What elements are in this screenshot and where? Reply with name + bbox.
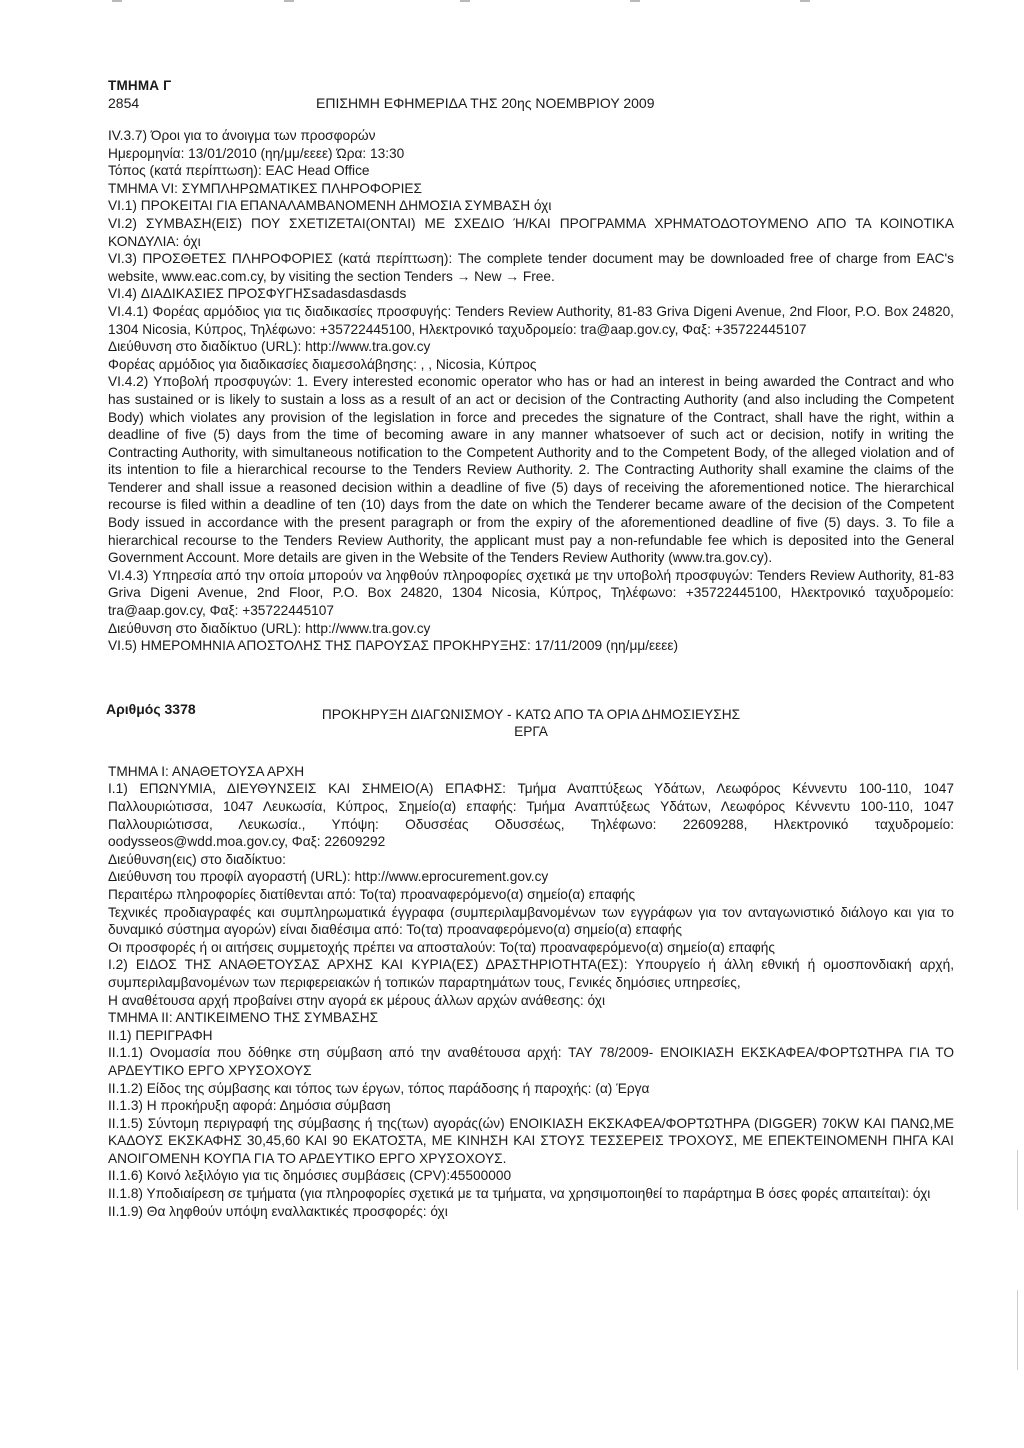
page-header	[108, 95, 954, 113]
section-heading: ΤΜΗΜΑ Ι: ΑΝΑΘΕΤΟΥΣΑ ΑΡΧΗ	[108, 763, 305, 779]
text-line: Οι προσφορές ή οι αιτήσεις συμμετοχής πρέπει να αποσταλούν: Το(τα) προαναφερόμενο(α) σημείο(α) επαφής	[108, 939, 775, 955]
text-line: VI.4) ΔΙΑΔΙΚΑΣΙΕΣ ΠΡΟΣΦΥΓΗΣsadasdasdasds	[108, 286, 407, 302]
paragraph: VI.2) ΣΥΜΒΑΣΗ(ΕΙΣ) ΠΟΥ ΣΧΕΤΙΖΕΤΑΙ(ΟΝΤΑΙ) ΜΕ ΣΧΕΔΙΟ Ή/ΚΑΙ ΠΡΟΓΡΑΜΜΑ ΧΡΗΜΑΤΟΔΟΤΟΥΜΕΝΟ ΑΠΟ ΤΑ ΚΟΙΝΟΤΙΚΑ ΚΟΝΔΥΛΙΑ: όχι	[108, 215, 954, 249]
paragraph: Ι.1) ΕΠΩΝΥΜΙΑ, ΔΙΕΥΘΥΝΣΕΙΣ ΚΑΙ ΣΗΜΕΙΟ(Α) ΕΠΑΦΗΣ: Τμήμα Αναπτύξεως Υδάτων, Λεωφόρος Κέννεντυ 100-110, 1047 Παλλουριώτισσα, 1047 Λευκωσία, Κύπρος, Σημείο(α) επαφής: Τμήμα Αναπτύξεως Υδάτων, Λεωφόρος Κέννεντυ 100-110, 1047 Παλλουριώτισσα, Λευκωσία., Υπόψη: Οδυσσέας Οδυσσέως, Τηλέφωνο: 22609288, Ηλεκτρονικό ταχυδρομείο: oodysseos@wdd.moa.gov.cy, Φαξ: 22609292	[108, 781, 954, 850]
paragraph: ΙΙ.1.1) Ονομασία που δόθηκε στη σύμβαση από την αναθέτουσα αρχή: ΤΑΥ 78/2009- ΕΝΟΙΚΙΑΣΗ ΕΚΣΚΑΦΕΑ/ΦΟΡΤΩΤΗΡΑ ΓΙΑ ΤΟ ΑΡΔΕΥΤΙΚΟ ΕΡΓΟ ΧΡΥΣΟΧΟΥΣ	[108, 1045, 954, 1078]
text-line: ΙΙ.1.6) Κοινό λεξιλόγιο για τις δημόσιες συμβάσεις (CPV):45500000	[108, 1168, 512, 1184]
text-line: Διεύθυνση στο διαδίκτυο (URL): http://www.tra.gov.cy	[108, 339, 431, 355]
document-page	[108, 78, 954, 1220]
section-label: ΤΜΗΜΑ Γ	[108, 78, 172, 93]
text-line: ΙΙ.1.3) Η προκήρυξη αφορά: Δημόσια σύμβαση	[108, 1098, 391, 1114]
text-line: VI.1) ΠΡΟΚΕΙΤΑΙ ΓΙΑ ΕΠΑΝΑΛΑΜΒΑΝΟΜΕΝΗ ΔΗΜΟΣΙΑ ΣΥΜΒΑΣΗ όχι	[108, 198, 552, 214]
text-line: IV.3.7) Όροι για το άνοιγμα των προσφορών	[108, 128, 376, 143]
paragraph: VI.3) ΠΡΟΣΘΕΤΕΣ ΠΛΗΡΟΦΟΡΙΕΣ (κατά περίπτωση): The complete tender document may be downloaded free of charge from EAC's website, www.eac.com.cy, by visiting the section Tenders → New → Free.	[108, 251, 954, 284]
notice-previous-end	[108, 127, 954, 655]
text-line: Διεύθυνση του προφίλ αγοραστή (URL): http://www.eprocurement.gov.cy	[108, 869, 549, 885]
paragraph: VI.4.3) Υπηρεσία από την οποία μπορούν να ληφθούν πληροφορίες σχετικά με την υποβολή προσφυγών: Tenders Review Authority, 81-83 Griva Digeni Avenue, 2nd Floor, P.O. Box 24820, 1304 Nicosia, Κύπρος, Τηλέφωνο: +35722445100, Ηλεκτρονικό ταχυδρομείο: tra@aap.gov.cy, Φαξ: +35722445107	[108, 567, 954, 619]
text-line: Ημερομηνία: 13/01/2010 (ηη/μμ/εεεε) Ώρα: 13:30	[108, 145, 405, 161]
section-heading: ΤΜΗΜΑ VI: ΣΥΜΠΛΗΡΩΜΑΤΙΚΕΣ ΠΛΗΡΟΦΟΡΙΕΣ	[108, 180, 423, 196]
paragraph: ΙΙ.1.5) Σύντομη περιγραφή της σύμβασης ή της(των) αγοράς(ών) ΕΝΟΙΚΙΑΣΗ ΕΚΣΚΑΦΕΑ/ΦΟΡΤΩΤΗΡΑ (DIGGER) 70KW ΚΑΙ ΠΑΝΩ,ΜΕ ΚΑΔΟΥΣ ΕΚΣΚΑΦΗΣ 30,45,60 ΚΑΙ 90 ΕΚΑΤΟΣΤΑ, ΜΕ ΚΙΝΗΣΗ ΚΑΙ ΣΤΟΥΣ ΤΕΣΣΕΡΕΙΣ ΤΡΟΧΟΥΣ, ΜΕ ΕΠΕΚΤΕΙΝΟΜΕΝΗ ΠΗΓΑ ΚΑΙ ΑΝΟΙΓΟΜΕΝΗ ΚΟΥΠΑ ΓΙΑ ΤΟ ΑΡΔΕΥΤΙΚΟ ΕΡΓΟ ΧΡΥΣΟΧΟΥΣ.	[108, 1115, 954, 1166]
text-line: Περαιτέρω πληροφορίες διατίθενται από: Το(τα) προαναφερόμενο(α) σημείο(α) επαφής	[108, 886, 636, 902]
notice-title-line: ΕΡΓΑ	[514, 724, 548, 740]
notice-number: Αριθμός 3378	[106, 700, 196, 717]
notice-header	[108, 697, 954, 753]
paragraph: Τεχνικές προδιαγραφές και συμπληρωματικά έγγραφα (συμπεριλαμβανομένων των εγγράφων για τον ανταγωνιστικό διάλογο και για το δυναμικό σύστημα αγορών) είναι διαθέσιμα από: Το(τα) προαναφερόμενο(α) σημείο(α) επαφής	[108, 904, 954, 938]
text-line: ΙΙ.1.9) Θα ληφθούν υπόψη εναλλακτικές προσφορές: όχι	[108, 1203, 448, 1219]
text-line: VI.5) ΗΜΕΡΟΜΗΝΙΑ ΑΠΟΣΤΟΛΗΣ ΤΗΣ ΠΑΡΟΥΣΑΣ ΠΡΟΚΗΡΥΞΗΣ: 17/11/2009 (ηη/μμ/εεεε)	[108, 638, 679, 654]
paragraph: VI.4.2) Υποβολή προσφυγών: 1. Every interested economic operator who has or had an interest in being awarded the Contract and who has sustained or is likely to sustain a loss as a result of an act or decision of the Contracting Authority (and also including the Competent Body) which violates any provision of the legislation in force and precedes the signature of the Contract, shall have the right, within a deadline of five (5) days from the time of becoming aware in any manner whatsoever of such act or decision, notify in writing the Contracting Authority, with simultaneous notification to the Competent Authority and to the Competent Body, of the alleged violation and of its intention to file a hierarchical recourse to the Tenders Review Authority. 2. The Contracting Authority shall examine the claims of the Tenderer and shall issue a reasoned decision within a deadline of five (5) days of receiving the aforementioned notice. The hierarchical recourse is filed within a deadline of ten (10) days from the date on which the Tenderer became aware of the decision of the Competent Body issued in accordance with the present paragraph or from the expiry of the aforementioned deadline of five (5) days. 3. To file a hierarchical recourse to the Tenders Review Authority, the applicant must pay a non-refundable fee which is deposited into the General Government Account. More details are given in the Website of the Tenders Review Authority (www.tra.gov.cy).	[108, 374, 954, 566]
text-line: Διεύθυνση στο διαδίκτυο (URL): http://www.tra.gov.cy	[108, 620, 431, 636]
paragraph: Ι.2) ΕΙΔΟΣ ΤΗΣ ΑΝΑΘΕΤΟΥΣΑΣ ΑΡΧΗΣ ΚΑΙ ΚΥΡΙΑ(ΕΣ) ΔΡΑΣΤΗΡΙΟΤΗΤΑ(ΕΣ): Υπουργείο ή άλλη εθνική ή ομοσπονδιακή αρχή, συμπεριλαμβανομένων των περιφερειακών ή τοπικών παραρτημάτων τους, Γενικές δημόσιες υπηρεσίες,	[108, 957, 954, 990]
publication-title: ΕΠΙΣΗΜΗ ΕΦΗΜΕΡΙΔΑ ΤΗΣ 20ης ΝΟΕΜΒΡΙΟΥ 2009	[316, 95, 655, 111]
section-heading: ΤΜΗΜΑ ΙΙ: ΑΝΤΙΚΕΙΜΕΝΟ ΤΗΣ ΣΥΜΒΑΣΗΣ	[108, 1010, 379, 1026]
text-line: Τόπος (κατά περίπτωση): EAC Head Office	[108, 163, 370, 179]
notice-title	[108, 706, 954, 741]
text-line: Φορέας αρμόδιος για διαδικασίες διαμεσολάβησης: , , Nicosia, Κύπρος	[108, 356, 537, 372]
text-line: ΙΙ.1.2) Είδος της σύμβασης και τόπος των έργων, τόπος παράδοσης ή παροχής: (α) Έργα	[108, 1080, 650, 1096]
notice-title-line: ΠΡΟΚΗΡΥΞΗ ΔΙΑΓΩΝΙΣΜΟΥ - ΚΑΤΩ ΑΠΟ ΤΑ ΟΡΙΑ ΔΗΜΟΣΙΕΥΣΗΣ	[321, 706, 741, 722]
paragraph: ΙΙ.1.8) Υποδιαίρεση σε τμήματα (για πληροφορίες σχετικά με τα τμήματα, να χρησιμοποιηθεί το παράρτημα Β όσες φορές απαιτείται): όχι	[108, 1186, 931, 1202]
notice-body	[108, 763, 954, 1220]
text-line: Διεύθυνση(εις) στο διαδίκτυο:	[108, 851, 286, 867]
page-number: 2854	[108, 95, 140, 111]
text-line: Η αναθέτουσα αρχή προβαίνει στην αγορά εκ μέρους άλλων αρχών ανάθεσης: όχι	[108, 992, 605, 1008]
paragraph: VI.4.1) Φορέας αρμόδιος για τις διαδικασίες προσφυγής: Tenders Review Authority, 81-83 Griva Digeni Avenue, 2nd Floor, P.O. Box 24820, 1304 Nicosia, Κύπρος, Τηλέφωνο: +35722445100, Ηλεκτρονικό ταχυδρομείο: tra@aap.gov.cy, Φαξ: +35722445107	[108, 303, 954, 337]
text-line: ΙΙ.1) ΠΕΡΙΓΡΑΦΗ	[108, 1027, 213, 1043]
